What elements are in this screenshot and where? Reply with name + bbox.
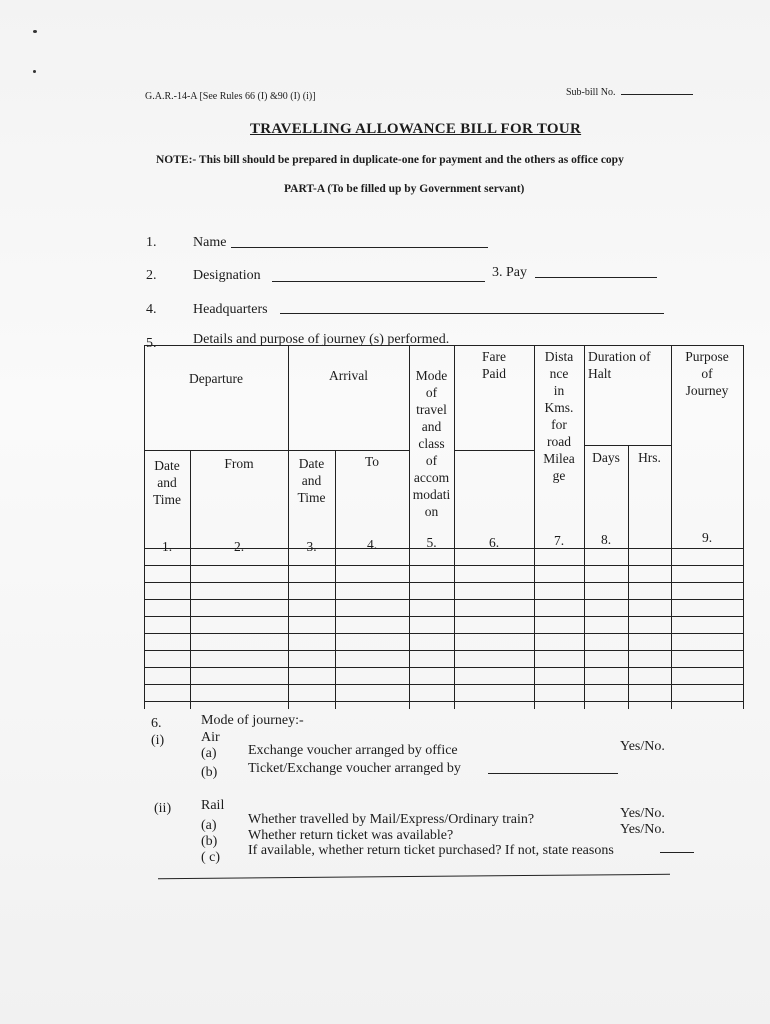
mode-header — [409, 367, 454, 520]
distance-header-line: Kms. — [544, 400, 574, 415]
distance-header-line: for — [551, 417, 567, 432]
form-note: NOTE:- This bill should be prepared in duplicate-one for payment and the others as office copy — [156, 154, 624, 166]
col-number: 3. — [306, 539, 317, 554]
rail-number: (ii) — [154, 801, 172, 816]
rail-item-letter: (a) — [201, 818, 217, 833]
mode-header-line: on — [424, 504, 439, 519]
fare-header-line: Paid — [481, 366, 506, 381]
air-exchange-voucher-text: Exchange voucher arranged by office — [248, 743, 458, 758]
distance-header-line: nce — [549, 366, 569, 381]
name-input-line[interactable] — [231, 247, 488, 248]
purpose-header-line: Purpose — [685, 349, 729, 364]
purpose-header-line: of — [701, 366, 713, 381]
col-divider — [335, 450, 336, 709]
departure-header: Departure — [189, 371, 243, 386]
part-a-heading: PART-A (To be filled up by Government servant) — [284, 183, 525, 195]
table-border-left — [144, 345, 145, 709]
datetime-header-line: and — [157, 475, 177, 490]
field-number: 1. — [146, 235, 157, 250]
duration-header — [588, 348, 671, 382]
sub-bill-input-line[interactable] — [621, 94, 693, 95]
rail-train-type-answer[interactable]: Yes/No. — [620, 806, 665, 821]
table-row-line — [144, 684, 743, 685]
distance-header — [534, 348, 584, 484]
scan-speck — [33, 30, 37, 33]
rail-train-type-text: Whether travelled by Mail/Express/Ordinary train? — [248, 812, 535, 827]
col-number: 2. — [233, 539, 245, 554]
scan-speck — [33, 70, 36, 73]
rail-return-available-text: Whether return ticket was available? — [248, 828, 454, 843]
pay-label: 3. Pay — [492, 265, 527, 280]
col-number: 9. — [701, 530, 713, 545]
duration-header-line: Duration of — [588, 349, 651, 364]
col-number: 6. — [488, 535, 500, 550]
duration-header-line: Halt — [588, 366, 612, 381]
fare-header — [454, 348, 534, 382]
rail-reasons-input-line[interactable] — [660, 852, 694, 853]
mode-of-journey-label: Mode of journey:- — [201, 713, 304, 728]
col-number: 5. — [426, 535, 437, 550]
col-divider — [584, 345, 585, 709]
to-header: To — [364, 454, 380, 469]
table-row-line — [144, 599, 743, 600]
mode-header-line: and — [421, 419, 442, 434]
air-label: Air — [201, 730, 220, 745]
fare-header-line: Fare — [482, 349, 506, 364]
air-ticket-arranged-input-line[interactable] — [488, 773, 618, 774]
table-row-line — [144, 633, 743, 634]
col-divider — [671, 345, 672, 709]
col-number: 4. — [366, 537, 378, 552]
table-row-line — [144, 565, 743, 566]
designation-label: Designation — [193, 268, 261, 283]
sub-bill-label: Sub-bill No. — [566, 87, 616, 98]
section-6-number: 6. — [151, 716, 162, 731]
air-exchange-voucher-answer[interactable]: Yes/No. — [620, 739, 665, 754]
headquarters-label: Headquarters — [193, 302, 268, 317]
table-border-right — [743, 345, 744, 709]
days-header: Days — [592, 450, 620, 465]
mode-header-line: of — [425, 385, 438, 400]
rail-label: Rail — [201, 798, 225, 813]
distance-header-line: ge — [552, 468, 566, 483]
distance-header-line: Milea — [543, 451, 575, 466]
col-divider — [454, 345, 455, 709]
journey-details-label: Details and purpose of journey (s) performed. — [193, 332, 450, 347]
from-header: From — [224, 456, 254, 471]
rail-item-letter: (b) — [201, 834, 218, 849]
mode-header-line: travel — [416, 402, 447, 417]
rail-item-letter: ( c) — [201, 850, 221, 865]
headquarters-input-line[interactable] — [280, 313, 664, 314]
mode-header-line: class — [418, 436, 445, 451]
journey-table — [144, 345, 743, 709]
datetime-header-line: Date — [298, 456, 325, 471]
rail-return-purchased-text: If available, whether return ticket purchased? If not, state reasons — [248, 843, 614, 858]
field-number: 5. — [146, 336, 157, 351]
air-ticket-arranged-text: Ticket/Exchange voucher arranged by — [248, 761, 461, 776]
col-divider — [190, 450, 191, 709]
table-border-bottom — [144, 701, 743, 702]
fare-divider — [454, 450, 534, 451]
datetime-header-line: Date — [154, 458, 180, 473]
arrival-datetime-header — [288, 455, 335, 506]
table-row-line — [144, 616, 743, 617]
purpose-header — [671, 348, 743, 399]
form-title: TRAVELLING ALLOWANCE BILL FOR TOUR — [250, 121, 582, 137]
mode-header-line: Mode — [415, 368, 448, 383]
mode-header-line: modati — [412, 487, 451, 502]
table-border-top — [144, 345, 743, 346]
purpose-header-line: Journey — [685, 383, 729, 398]
table-row-line — [144, 650, 743, 651]
distance-header-line: road — [547, 434, 571, 449]
table-row-line — [144, 582, 743, 583]
name-label: Name — [193, 235, 227, 250]
form-reference: G.A.R.-14-A [See Rules 66 (I) &90 (I) (i)] — [145, 91, 316, 102]
distance-header-line: Dista — [544, 349, 574, 364]
datetime-header-line: Time — [297, 490, 326, 505]
col-divider — [288, 345, 289, 709]
rail-reasons-continuation-line[interactable] — [158, 874, 670, 879]
departure-arrival-divider — [144, 450, 409, 451]
field-number: 4. — [146, 302, 157, 317]
distance-header-line: in — [553, 383, 565, 398]
departure-datetime-header — [144, 457, 190, 508]
air-number: (i) — [151, 733, 165, 748]
datetime-header-line: Time — [152, 492, 181, 507]
hrs-header: Hrs. — [638, 450, 661, 465]
mode-header-line: of — [425, 453, 438, 468]
datetime-header-line: and — [301, 473, 322, 488]
arrival-header: Arrival — [329, 368, 368, 383]
air-item-letter: (a) — [201, 746, 217, 761]
col-number: 1. — [161, 539, 173, 554]
pay-input-line[interactable] — [535, 277, 657, 278]
col-number: 8. — [600, 532, 612, 547]
table-row-line — [144, 667, 743, 668]
designation-input-line[interactable] — [272, 281, 485, 282]
field-number: 2. — [146, 268, 157, 283]
rail-return-available-answer[interactable]: Yes/No. — [620, 822, 665, 837]
col-divider — [628, 445, 629, 709]
mode-header-line: accom — [413, 470, 450, 485]
air-item-letter: (b) — [201, 765, 218, 780]
sub-bill-field — [566, 87, 693, 98]
col-number: 7. — [553, 533, 565, 548]
